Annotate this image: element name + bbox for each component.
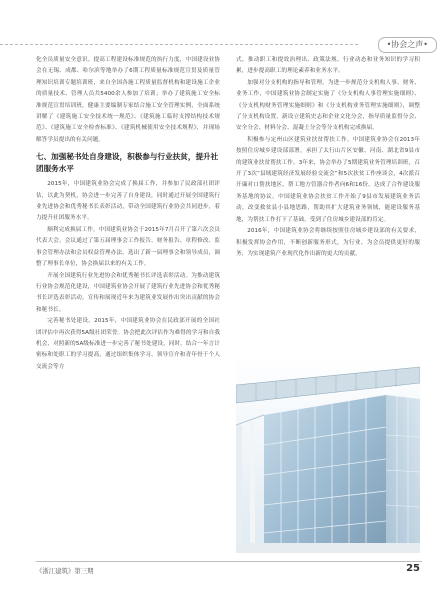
page-number: 25 (406, 563, 420, 574)
footer-divider (36, 561, 422, 562)
body-paragraph: 开展全国建筑行业先进协会和优秀秘书长评选表彰活动。为推动建筑行业协会规范化建设，中国建筑业协会开展了建筑行业先进协会和优秀秘书长评选表彰活动。宣传和展现近年来为建筑业发展作出突出贡献的协会和秘书长。 (36, 272, 220, 313)
section-heading: 七、加强秘书处自身建设，积极参与行业扶贫，提升社团服务水平 (36, 152, 219, 174)
body-paragraph: 积极参与定州山区建筑业扶贫帮扶工作。中国建筑业协会在2013年按照住房城乡建设部部署，承担了太行山片区安徽、河南、湖北省9县市的建筑业扶贫帮扶工作。3年来，协会举办了5期建筑业务管理培训班，召开了3次“县域建筑经济发展经验交流会”和5次扶贫工作座谈会，4次派召开廉对口帮扶地区，帮工地方管器合作者向6和16份，达成了合作建设服务基地的协议。中国建筑业协会扶贫工作开始了9县市发展建筑业务活动，改变救贫县小县地思路，帮助其扩大建筑业务领域，能建设服务基地，为帮扶工作打下了基础，受到了住房城乡建设部的肯定。 (236, 136, 420, 223)
body-paragraph: 加强对分支机构的指导和管理。为进一步规范分支机构人事、财务、业务工作，中国建筑业协会制定实施了《分支机构人事管理实施细则》、《分支机构财务管理实施细则》和《分支机构业务管理实施细则》，调整了分支机构设置，新设立建筑史志和企业文化分会，指导质量监督分会、安全分会、材料分会、混凝土分会等分支机构完成换届。 (236, 79, 420, 132)
body-paragraph: 化全员质量安全意识。提高工程建设标准规范的执行力度，中国建设业协会在无锡、成都、哈尔滨等地举办了6期工程质量标准规范宣贯及质量管理知识培训专题培训班，来自全国各施工程质量监督机构和建设施工企业的质量技术、管理人员共5400余人参加了培训；举办了建筑施工安全标准规范宣贯培训班，健康主要编制专家结合施工安全管理实例，全面系统讲解了《建筑施工安全技术统一规范》、《建筑施工临时支撑结构技术规范》、《建筑施工安全检查标准》、《建筑机械使用安全技术规程》，并现场解答学员提出的有关问题。 (36, 57, 220, 143)
section-tag: •协会之声• (378, 37, 437, 53)
body-paragraph: 完善秘书处建设。2015年，中国建筑业协会在民政部开展的全国社团评估中再次获得5A级社团荣誉。协会把此次评估作为难得的学习和自我机会，对照新的5A级标准进一步完善了秘书处建设，同时，结合一年言计密标和处职工的学习提高，通过组织集体学习、领导宣介和青年骨干个人交流会等方 (36, 318, 220, 370)
header-divider (0, 44, 360, 45)
right-column (236, 55, 420, 260)
body-paragraph: 2015年，中国建筑业协会完成了换届工作，并参加了民政部社团评估，以此为契机，协会进一步完善了自身建设，同时通过开展全国建筑行业先进协会和优秀秘书长表彰活动，带动全国建筑行业协会共同进步，着力提升社团服务水平。 (36, 181, 220, 222)
journal-name: 《浙江建筑》第三期 (36, 567, 94, 575)
body-paragraph: 式，推动职工和提效治理出、政策法规、行业动态和业务知识的学习积累，进步提高职工的理论素养和业务水平。 (236, 57, 420, 75)
left-column (36, 55, 220, 373)
body-paragraph: 顺利完成换届工作。中国建筑业协会于2015年7月召开了第六次会员代表大会。会议通过了第五届理事会工作报告、财务报告、章程修改、监事会管理办法和会员权益管理办法。选出了新一届理事会和领导成员，调整了理事长单位，协会换届以来的有关工作。 (36, 226, 220, 268)
building-photo (236, 355, 420, 553)
body-paragraph: 2016年，中国建筑业协会将继续按照住房城乡建设部的有关要求，积极发挥协会作用，不断创新服务形式，为行业、为会员提供更好的服务，为实现建筑产业现代化作出新的更大的贡献。 (236, 228, 420, 257)
header-band (0, 0, 445, 38)
